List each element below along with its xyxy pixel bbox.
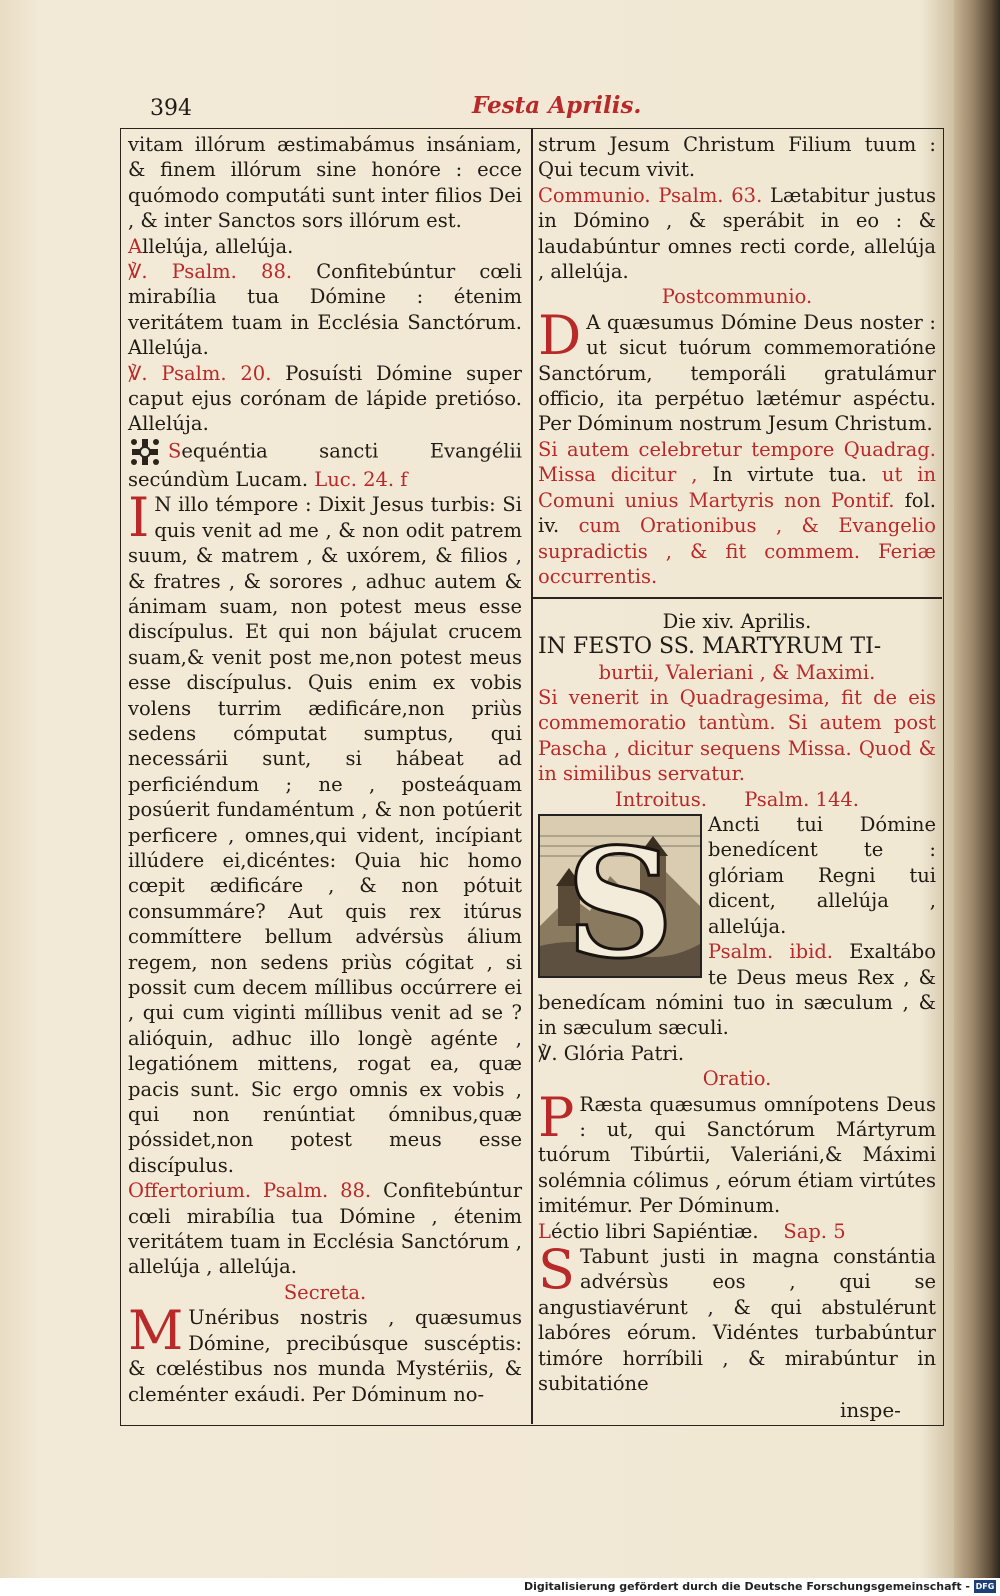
woodcut-letter: S [565,816,675,979]
offertory-text: Confitebúntur cœli mirabília tua Dómine , étenim veritátem tuam in Ecclésia Sanctórum , allelúja , allelúja. [128,1179,523,1279]
offertory-label: Offertorium. Psalm. 88. [128,1179,372,1203]
alleluia-initial: A [128,234,143,258]
gloria-patri: ℣. Glória Patri. [538,1041,685,1065]
rubric-red-2: ut in Comuni unius Martyris non Pontif. [538,463,936,512]
versicle-1-label: ℣. Psalm. 88. [128,260,293,284]
psalm-ibid-text: Exaltábo te Deus meus Rex , & benedícam nómini tuo in sæculum , & in sæculum sæculi. [538,940,936,1040]
lectio-reference: Sap. 5 [783,1219,846,1243]
right-continuation: strum Jesum Christum Filium tuum : Qui tecum vivit. [538,133,936,182]
alleluia-line [128,234,522,259]
woodcut-initial-illustration [538,814,702,978]
book-edge [954,0,1000,1580]
feast-title-red: burtii, Valeriani , & Maximi. [598,660,876,684]
postcommunio [538,303,936,437]
footer-credit: Digitalisierung gefördert durch die Deutsche Forschungsgemeinschaft - [523,1580,970,1593]
lectio-heading [538,1219,936,1244]
gospel-initial: S [168,439,182,463]
gospel-reference: Luc. 24. f [314,467,408,491]
oratio [538,1085,936,1219]
secreta [128,1299,522,1407]
introit-label: Introitus. [615,787,707,811]
page-number: 394 [150,96,192,121]
column-divider [531,128,533,1424]
postcommunio-text: A quæsumus Dómine Deus noster : ut sicut tuórum commemoratióne Sanctórum, temporáli gratulámur officio, ita perpétuo lætémur aspéctu. Per Dóminum nostrum Jesum Christum. [538,310,936,436]
rubric-black-2: fol. iv. [538,488,936,538]
introit-heading [538,787,936,812]
dfg-logo-icon: DFG [975,1582,995,1591]
left-para-1: vitam illórum æstimabámus insániam, & finem illórum sine honóre : ecce quómodo computáti sunt inter filios Dei , & inter Sanctos sors illórum est. [128,133,522,233]
oratio-heading: Oratio. [702,1067,772,1091]
versicle-1 [128,259,522,361]
introit-text: Ancti tui Dómine benedícent te : glóriam Regni tui dicent, allelúja , allelúja. [708,813,936,938]
introit [538,812,936,1041]
rubric-black-1: In virtute tua. [712,463,867,487]
communio-text: Lætabitur justus in Dómino , & sperábit in eo : & laudabúntur omnes recti corde, allelúja , allelúja. [538,183,936,284]
postcommunio-heading: Postcommunio. [661,285,813,309]
feast-date: Die xiv. Aprilis. [662,609,812,633]
rubric-red-1: Si autem celebretur tempore Quadrag. Missa dicitur , [538,437,936,487]
catchword: inspe- [840,1398,901,1422]
versicle-2-label: ℣. Psalm. 20. [128,361,272,385]
secreta-text: Unéribus nostris , quæsumus Dómine, precibúsque suscéptis: & cœléstibus nos munda Mystériis, & cleménter exáudi. Per Dóminum no- [128,1306,522,1406]
cross-ornament-icon [128,437,162,467]
running-title: Festa Aprilis. [472,92,642,119]
versicle-1-text: Confitebúntur cœli mirabília tua Dómine : étenim veritátem tuam in Ecclésia Sanctórum. Allelúja. [128,260,522,360]
introit-psalm: Psalm. 144. [744,787,859,811]
feast-title: IN FESTO SS. MARTYRUM TI- [538,634,882,660]
gospel-heading-text: equéntia sancti Evangélii secúndùm Lucam. [128,439,522,491]
postcommunio-dropcap: D [538,303,582,367]
secreta-dropcap: M [128,1299,184,1363]
secreta-heading: Secreta. [283,1280,367,1304]
oratio-dropcap: P [538,1085,575,1149]
versicle-2-text: Posuísti Dómine super caput ejus corónam de lápide pretióso. Allelúja. [128,361,522,436]
feast-rubric: Si venerit in Quadragesima, fit de eis commemoratio tantùm. Si autem post Pascha , dicitur sequens Missa. Quod & in similibus servatur. [538,686,936,786]
gospel-body: N illo témpore : Dixit Jesus turbis: Si quis venit ad me , & non odit patrem suum, & matrem , & uxórem, & filios , & fratres , & sorores , adhuc autem & ánimam suam, non potest meus esse discípulus. Et qui non bájulat crucem suam,& venit post me,non potest meus esse discípulus. Quis enim ex vobis volens turrim ædificáre,non priùs sedens cómputat sumptus, qui necessárii sunt, si hábeat ad perficiéndum ; ne , posteáquam posúerit fundaméntum , & non potúerit perficere , omnes,qui vident, incípiant illúdere ei,dicéntes: Quia hic homo cœpit ædificáre , & non pótuit consummáre? Aut quis rex itúrus commíttere bellum advérsùs álium regem, non sedens priùs cógitat , si possit cum decem míllibus occúrrere ei , qui cum viginti míllibus venit ad se ? alióquin, adhuc illo longè agénte , legatiónem mittens, rogat ea, quæ pacis sunt. Sic ergo omnis ex vobis , qui non renúntiat ómnibus,quæ póssidet,non potest meus esse discípulus. [128,493,522,1177]
alleluia-text: llelúja, allelúja. [142,234,294,258]
quadragesima-rubric [538,437,936,589]
right-column [538,132,936,1396]
versicle-2 [128,361,522,437]
rubric-red-3: cum Orationibus , & Evangelio supradictis , & fit commem. Feriæ occurrentis. [538,514,936,588]
lectio-text: Tabunt justi in magna constántia advérsùs eos , qui se angustiavérunt , & qui abstulérunt labóres eórum. Vidéntes turbabúntur timóre horríbili , & mirabúntur in subitatióne [538,1244,936,1395]
lectio [538,1237,936,1396]
communio [538,183,936,285]
lectio-initial: L [538,1219,551,1243]
gospel-heading [128,437,522,492]
left-column [128,132,522,1407]
psalm-ibid-label: Psalm. ibid. [708,940,833,964]
communio-label: Communio. Psalm. 63. [538,183,763,207]
offertory [128,1178,522,1280]
lectio-dropcap: S [538,1237,575,1301]
gospel-text [128,486,522,1178]
section-rule [532,597,942,599]
gospel-dropcap: I [128,486,150,550]
lectio-heading-text: éctio libri Sapiéntiæ. [550,1219,759,1243]
oratio-text: Ræsta quæsumus omnípotens Deus : ut, qui Sanctórum Mártyrum tuórum Tibúrtii, Valeriáni,& Máximi solémnia cólimus , eórum étiam virtútes imitémur. Per Dóminum. [538,1092,936,1218]
